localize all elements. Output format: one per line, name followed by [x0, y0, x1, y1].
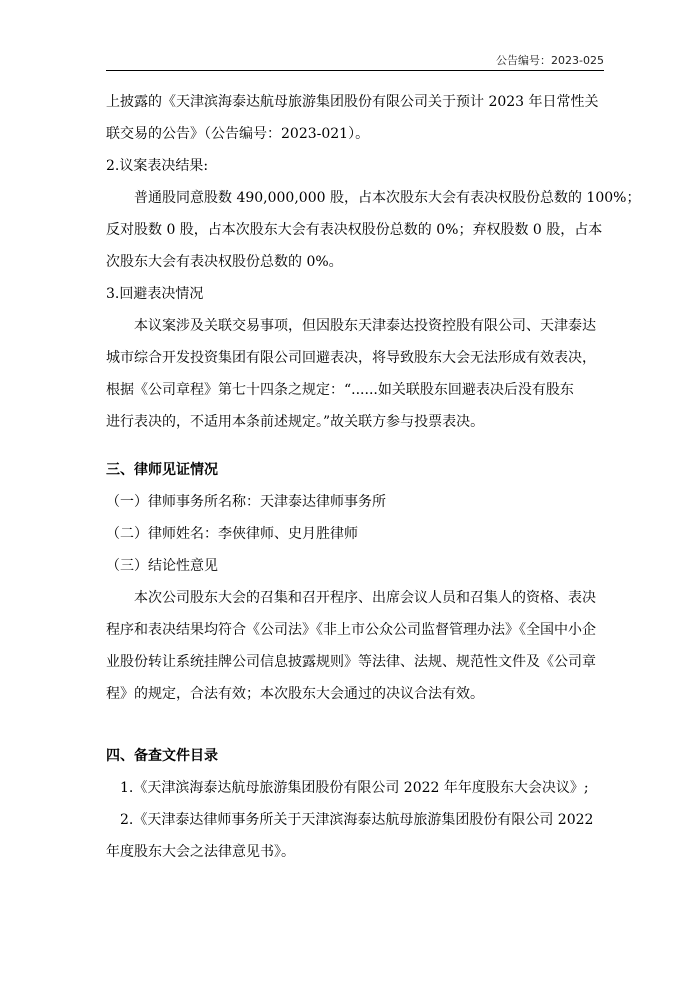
list-item: （二）律师姓名：李俠律师、史月胜律师 — [106, 526, 358, 542]
paragraph-line: 反对股数 0 股，占本次股东大会有表决权股份总数的 0%；弃权股数 0 股，占本 — [106, 222, 603, 238]
document-body — [106, 86, 641, 868]
announcement-number: 公告编号：2023-025 — [496, 54, 604, 67]
paragraph-line: 根据《公司章程》第七十四条之规定：“......如关联股东回避表决后没有股东 — [106, 382, 574, 398]
paragraph-line: 程》的规定，合法有效；本次股东大会通过的决议合法有效。 — [106, 686, 484, 702]
paragraph-line: 联交易的公告》（公告编号：2023-021）。 — [106, 126, 370, 142]
list-item: （一）律师事务所名称：天津泰达律师事务所 — [106, 494, 386, 510]
section-heading: 三、律师见证情况 — [106, 462, 218, 478]
paragraph-line: 进行表决的，不适用本条前述规定。”故关联方参与投票表决。 — [106, 414, 485, 430]
paragraph-line: 普通股同意股数 490,000,000 股，占本次股东大会有表决权股份总数的 100%； — [134, 190, 641, 206]
paragraph-line: 本次公司股东大会的召集和召开程序、出席会议人员和召集人的资格、表决 — [134, 590, 596, 606]
paragraph-line: 上披露的《天津滨海泰达航母旅游集团股份有限公司关于预计 2023 年日常性关 — [106, 94, 599, 110]
paragraph-line: 程序和表决结果均符合《公司法》《非上市公众公司监督管理办法》《全国中小企 — [106, 622, 596, 638]
list-item: 2.《天津泰达律师事务所关于天津滨海泰达航母旅游集团股份有限公司 2022 — [120, 812, 594, 828]
header-divider — [106, 70, 604, 71]
paragraph-line: 业股份转让系统挂牌公司信息披露规则》等法律、法规、规范性文件及《公司章 — [106, 654, 596, 670]
section-heading: 四、备查文件目录 — [106, 748, 218, 764]
paragraph-line: 次股东大会有表决权股份总数的 0%。 — [106, 254, 343, 270]
paragraph-line: 城市综合开发投资集团有限公司回避表决，将导致股东大会无法形成有效表决， — [106, 350, 596, 366]
recusal-title: 3.回避表决情况 — [106, 286, 204, 302]
list-item: （三）结论性意见 — [106, 558, 218, 574]
vote-result-title: 2.议案表决结果: — [106, 158, 209, 174]
paragraph-line: 年度股东大会之法律意见书》。 — [106, 844, 295, 860]
list-item: 1.《天津滨海泰达航母旅游集团股份有限公司 2022 年年度股东大会决议》; — [120, 780, 589, 796]
paragraph-line: 本议案涉及关联交易事项，但因股东天津泰达投资控股有限公司、天津泰达 — [134, 318, 596, 334]
